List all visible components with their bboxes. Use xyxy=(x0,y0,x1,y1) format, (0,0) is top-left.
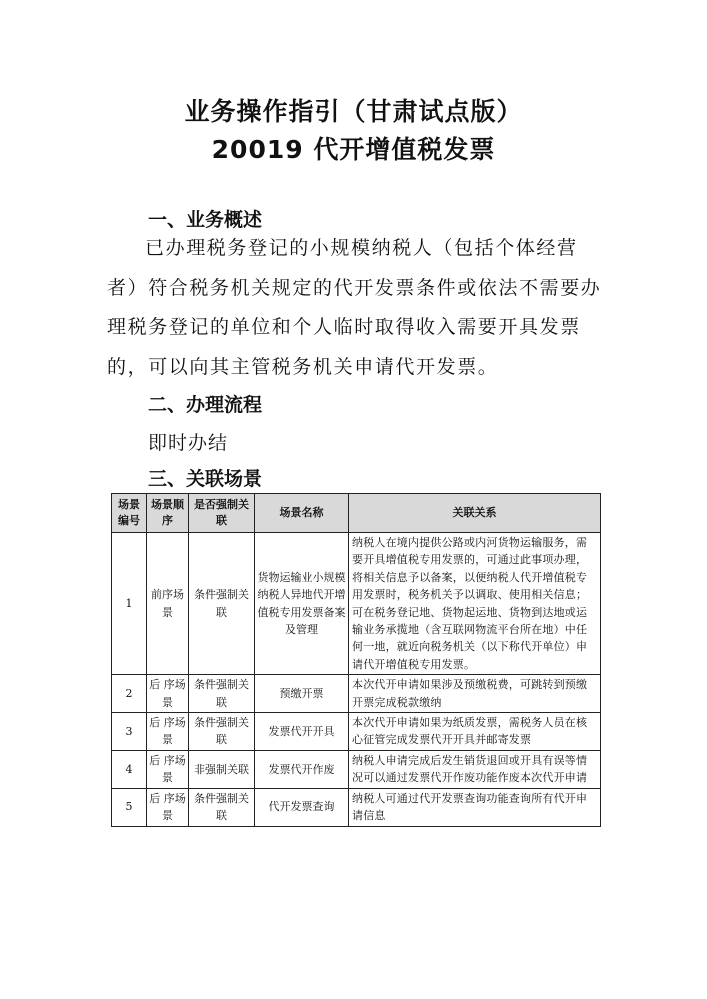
cell-forced: 非强制关联 xyxy=(189,750,255,788)
header-forced: 是否强制关联 xyxy=(189,494,255,533)
cell-name: 代开发票查询 xyxy=(255,788,349,826)
table-row xyxy=(112,788,601,826)
document-title: 业务操作指引（甘肃试点版） xyxy=(184,97,523,126)
header-scene-name: 场景名称 xyxy=(255,494,349,533)
cell-no: 3 xyxy=(112,713,147,751)
table-header-row xyxy=(112,494,601,533)
overview-paragraph: 已办理税务登记的小规模纳税人（包括个体经营者）符合税务机关规定的代开发票条件或依法不需要办理税务登记的单位和个人临时取得收入需要开具发票的，可以向其主管税务机关申请代开发票。 xyxy=(107,237,602,378)
cell-no: 1 xyxy=(112,533,147,675)
section-heading-overview: 一、业务概述 xyxy=(148,209,263,231)
cell-forced: 条件强制关联 xyxy=(189,675,255,713)
cell-name: 发票代开开具 xyxy=(255,713,349,751)
cell-relation: 本次代开申请如果为纸质发票，需税务人员在核心征管完成发票代开开具并邮寄发票 xyxy=(349,713,601,751)
cell-name: 预缴开票 xyxy=(255,675,349,713)
header-scene-order: 场景顺序 xyxy=(147,494,189,533)
process-text: 即时办结 xyxy=(148,432,229,454)
cell-relation: 本次代开申请如果涉及预缴税费，可跳转到预缴开票完成税款缴纳 xyxy=(349,675,601,713)
section-heading-process: 二、办理流程 xyxy=(148,394,263,416)
cell-forced: 条件强制关联 xyxy=(189,788,255,826)
cell-relation: 纳税人可通过代开发票查询功能查询所有代开申请信息 xyxy=(349,788,601,826)
table-row xyxy=(112,750,601,788)
table-row xyxy=(112,675,601,713)
table-row xyxy=(112,713,601,751)
cell-name: 货物运输业小规模纳税人异地代开增值税专用发票备案及管理 xyxy=(255,533,349,675)
cell-order: 后 序场景 xyxy=(147,675,189,713)
cell-no: 2 xyxy=(112,675,147,713)
cell-order: 后 序场景 xyxy=(147,788,189,826)
header-relation: 关联关系 xyxy=(349,494,601,533)
cell-no: 4 xyxy=(112,750,147,788)
header-scene-no: 场景编号 xyxy=(112,494,147,533)
cell-name: 发票代开作废 xyxy=(255,750,349,788)
cell-forced: 条件强制关联 xyxy=(189,533,255,675)
cell-order: 后 序场景 xyxy=(147,713,189,751)
cell-relation: 纳税人在境内提供公路或内河货物运输服务，需要开具增值税专用发票的，可通过此事项办理，将相关信息予以备案，以便纳税人代开增值税专用发票时，税务机关予以调取、使用相关信息；可在税务登记地、货物起运地、货物到达地或运输业务承揽地（含互联网物流平台所在地）中任何一地，就近向税务机关（以下称代开单位）申请代开增值税专用发票。 xyxy=(349,533,601,675)
document-subtitle: 20019 代开增值税发票 xyxy=(211,135,496,164)
table-row xyxy=(112,533,601,675)
scenario-table xyxy=(111,493,601,827)
cell-order: 后 序场景 xyxy=(147,750,189,788)
cell-relation: 纳税人申请完成后发生销货退回或开具有误等情况可以通过发票代开作废功能作废本次代开申请 xyxy=(349,750,601,788)
section-heading-scenarios: 三、关联场景 xyxy=(148,468,263,490)
cell-no: 5 xyxy=(112,788,147,826)
cell-order: 前序场景 xyxy=(147,533,189,675)
cell-forced: 条件强制关联 xyxy=(189,713,255,751)
